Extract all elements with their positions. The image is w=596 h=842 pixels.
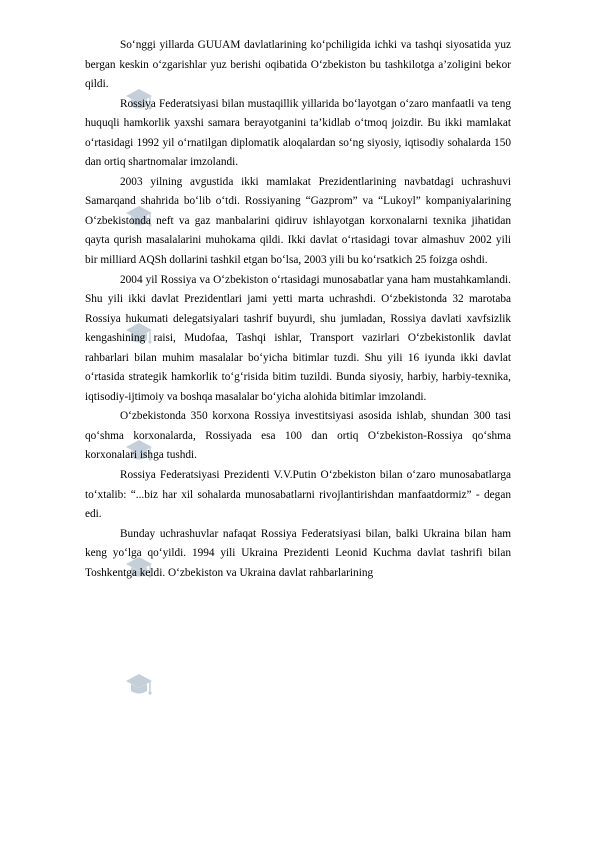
paragraph-putin-quote: Rossiya Federatsiyasi Prezidenti V.V.Putin O‘zbekiston bilan o‘zaro munosabatlarga to‘xtalib: “...biz har xil sohalarda munosabatlarni rivojlantirishdan manfaatdormiz” - degan edi. — [85, 469, 511, 521]
paragraph-samarkand-meeting: 2003 yilning avgustida ikki mamlakat Prezidentlarining navbatdagi uchrashuvi Samarqand shahrida bo‘lib o‘tdi. Rossiyaning “Gazprom” va “Lukoyl” kompaniyalarining O‘zbekistonda neft va gaz manbalarini qidiruv ishlayotgan korxonalarni texnika jihatidan qayta qurish masalalarini muhokama qildi. Ikki davlat o‘rtasidagi tovar almashuv 2002 yili bir milliard AQSh dollarini tashkil etgan bo‘lsa, 2003 yili bu ko‘rsatkich 25 foizga oshdi. — [85, 175, 511, 267]
paragraph-enterprises: O‘zbekistonda 350 korxona Rossiya investitsiyasi asosida ishlab, shundan 300 tasi qo‘shma korxonalarda, Rossiyada esa 100 dan ortiq O‘zbekiston-Rossiya qo‘shma korxonalari ishga tushdi. — [85, 410, 511, 462]
graduation-cap-logo-icon — [124, 671, 154, 701]
paragraph-russia-cooperation: Rossiya Federatsiyasi bilan mustaqillik yillarida bo‘layotgan o‘zaro manfaatli va teng huquqli hamkorlik yaxshi samara berayotganini ta’kidlab o‘tmoq joizdir. Bu ikki mamlakat o‘rtasidagi 1992 yil o‘rnatilgan diplomatik aloqalardan so‘ng siyosiy, iqtisodiy sohalarda 150 dan ortiq shartnomalar imzolandi. — [85, 97, 511, 169]
document-body — [85, 36, 511, 583]
paragraph-guuam: So‘nggi yillarda GUUAM davlatlarining ko‘pchiligida ichki va tashqi siyosatida yuz bergan keskin o‘zgarishlar yuz berishi oqibatida O‘zbekiston bu tashkilotga a’zoligini bekor qildi. — [85, 39, 511, 91]
paragraph-ukraine: Bunday uchrashuvlar nafaqat Rossiya Federatsiyasi bilan, balki Ukraina bilan ham keng yo‘lga qo‘yildi. 1994 yili Ukraina Prezidenti Leonid Kuchma davlat tashrifi bilan Toshkentga keldi. O‘zbekiston va Ukraina davlat rahbarlarining — [85, 527, 511, 579]
paragraph-2004-relations: 2004 yil Rossiya va O‘zbekiston o‘rtasidagi munosabatlar yana ham mustahkamlandi. Shu yili ikki davlat Prezidentlari jami yetti marta uchrashdi. O‘zbekistonda 32 marotaba Rossiya hukumati delegatsiyalari tashrif buyurdi, shu jumladan, Rossiya davlati xavfsizlik kengashining raisi, Mudofaa, Tashqi ishlar, Transport vazirlari O‘zbekistonlik davlat rahbarlari bilan muhim masalalar bo‘yicha bitimlar tuzdi. Shu yili 16 iyunda ikki davlat o‘rtasida strategik hamkorlik to‘g‘risida bitim tuzildi. Bunda siyosiy, harbiy, harbiy-texnika, iqtisodiy-ijtimoiy va boshqa masalalar bo‘yicha alohida bitimlar imzolandi. — [85, 273, 511, 403]
